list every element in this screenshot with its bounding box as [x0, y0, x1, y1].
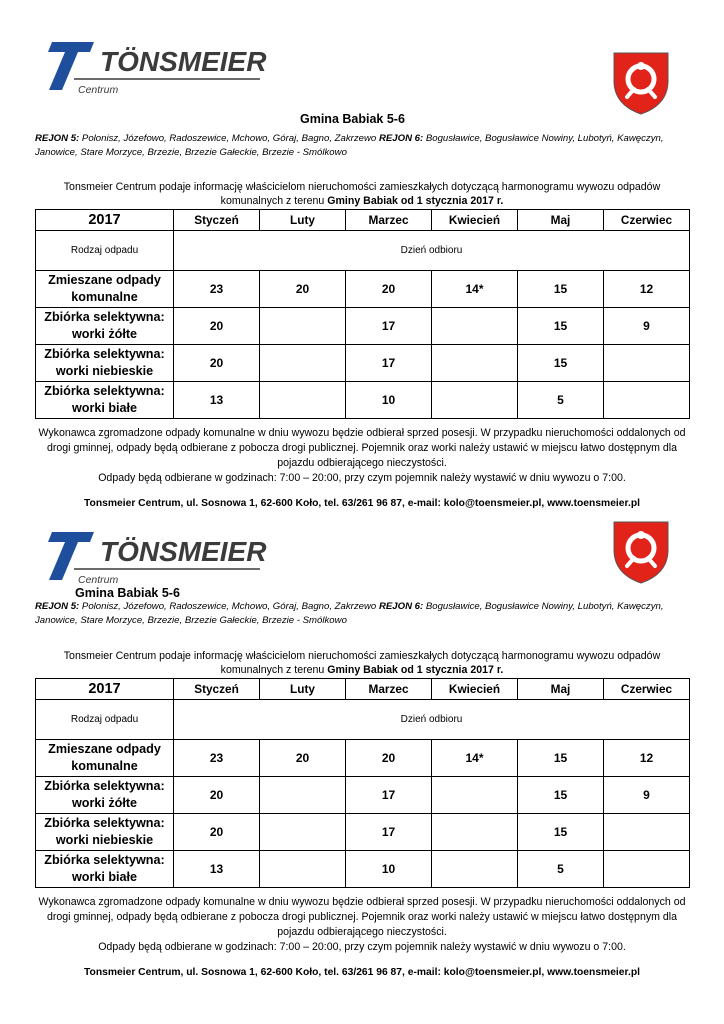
region-6-list: Bogusławice, Bogusławice Nowiny, Lubotyń, Kawęczyn, Janowice, Stare Morzyce, Brzezie, Brzezie Gałeckie, Brzezie - Smólkowo: [35, 601, 664, 626]
coat-of-arms-icon: [612, 520, 670, 584]
year-cell: 2017: [36, 679, 174, 700]
schedule-table: [35, 209, 690, 419]
region-6-label: REJON 6:: [378, 601, 424, 612]
contact-footer: Tonsmeier Centrum, ul. Sosnowa 1, 62-600 Koło, tel. 63/261 96 87, e-mail: kolo@toensmeier.pl, www.toensmeier.pl: [84, 967, 640, 978]
svg-text:TÖNSMEIER: TÖNSMEIER: [100, 46, 267, 77]
table-row: [36, 271, 690, 308]
day-cell: 12: [604, 740, 690, 777]
day-cell: 23: [174, 271, 260, 308]
collection-notes: [35, 426, 689, 486]
day-cell: 20: [174, 308, 260, 345]
day-cell: 20: [174, 345, 260, 382]
day-cell: 17: [346, 308, 432, 345]
region-5-label: REJON 5:: [35, 133, 80, 144]
day-cell: 12: [604, 271, 690, 308]
table-row: [36, 382, 690, 419]
day-cell: 17: [346, 345, 432, 382]
table-row: [36, 851, 690, 888]
day-cell: [604, 851, 690, 888]
day-cell: 20: [174, 777, 260, 814]
day-cell: 15: [518, 345, 604, 382]
intro-bold: Gminy Babiak od 1 stycznia 2017 r.: [327, 195, 504, 207]
month-header: Marzec: [346, 679, 432, 700]
page-title: Gmina Babiak 5-6: [300, 112, 405, 126]
table-row: [36, 345, 690, 382]
day-cell: [260, 777, 346, 814]
region-5-label: REJON 5:: [35, 601, 80, 612]
day-cell: [432, 814, 518, 851]
waste-type-header: Rodzaj odpadu: [36, 700, 174, 740]
day-cell: [260, 851, 346, 888]
pickup-day-header: Dzień odbioru: [174, 231, 690, 271]
region-6-list: Bogusławice, Bogusławice Nowiny, Lubotyń, Kawęczyn, Janowice, Stare Morzyce, Brzezie, Brzezie Gałeckie, Brzezie - Smólkowo: [35, 133, 664, 158]
notes-paragraph: Wykonawca zgromadzone odpady komunalne w dniu wywozu będzie odbierał sprzed posesji. W przypadku nieruchomości oddalonych od drogi gminnej, odpady będą odbierane z pobocza drogi publicznej. Pojemnik oraz worki należy ustawić w miejscu łatwo dostępnym dla pojazdu odbierającego nieczystości.: [38, 896, 686, 938]
page-title: Gmina Babiak 5-6: [75, 586, 180, 600]
svg-text:Centrum: Centrum: [78, 574, 119, 586]
day-cell: [432, 308, 518, 345]
day-cell: 14*: [432, 740, 518, 777]
table-row: [36, 308, 690, 345]
day-cell: 15: [518, 777, 604, 814]
day-cell: 13: [174, 851, 260, 888]
notes-hours: Odpady będą odbierane w godzinach: 7:00 – 20:00, przy czym pojemnik należy wystawić w dniu wywozu o 7:00.: [98, 941, 626, 953]
month-header: Czerwiec: [604, 679, 690, 700]
day-cell: 15: [518, 814, 604, 851]
waste-type-cell: Zbiórka selektywna: worki żółte: [36, 777, 174, 814]
collection-notes: [35, 895, 689, 955]
day-cell: [260, 308, 346, 345]
day-cell: 10: [346, 382, 432, 419]
day-cell: [260, 814, 346, 851]
day-cell: [260, 382, 346, 419]
day-cell: [260, 345, 346, 382]
day-cell: 15: [518, 740, 604, 777]
day-cell: [604, 814, 690, 851]
notes-paragraph: Wykonawca zgromadzone odpady komunalne w dniu wywozu będzie odbierał sprzed posesji. W przypadku nieruchomości oddalonych od drogi gminnej, odpady będą odbierane z pobocza drogi publicznej. Pojemnik oraz worki należy ustawić w miejscu łatwo dostępnym dla pojazdu odbierającego nieczystości.: [38, 427, 686, 469]
table-row: [36, 814, 690, 851]
schedule-section-2: [0, 512, 724, 1024]
day-cell: 9: [604, 308, 690, 345]
waste-type-cell: Zbiórka selektywna: worki żółte: [36, 308, 174, 345]
month-header: Kwiecień: [432, 679, 518, 700]
notes-hours: Odpady będą odbierane w godzinach: 7:00 – 20:00, przy czym pojemnik należy wystawić w dniu wywozu o 7:00.: [98, 472, 626, 484]
day-cell: 20: [260, 740, 346, 777]
month-header: Marzec: [346, 210, 432, 231]
day-cell: 10: [346, 851, 432, 888]
day-cell: [604, 345, 690, 382]
intro-text: [35, 180, 689, 208]
day-cell: 15: [518, 308, 604, 345]
waste-type-cell: Zbiórka selektywna: worki niebieskie: [36, 345, 174, 382]
day-cell: 9: [604, 777, 690, 814]
waste-type-cell: Zmieszane odpady komunalne: [36, 271, 174, 308]
toensmeier-logo: [38, 528, 268, 588]
day-cell: 17: [346, 777, 432, 814]
waste-type-header: Rodzaj odpadu: [36, 231, 174, 271]
region-5-list: Polonisz, Józefowo, Radoszewice, Mchowo, Góraj, Bagno, Zakrzewo: [79, 601, 379, 612]
month-header: Maj: [518, 679, 604, 700]
table-subheader-row: [36, 700, 690, 740]
month-header: Luty: [260, 210, 346, 231]
month-header: Luty: [260, 679, 346, 700]
waste-type-cell: Zbiórka selektywna: worki niebieskie: [36, 814, 174, 851]
region-6-label: REJON 6:: [378, 133, 424, 144]
table-header-row: [36, 210, 690, 231]
pickup-day-header: Dzień odbioru: [174, 700, 690, 740]
coat-of-arms-icon: [612, 51, 670, 115]
day-cell: 5: [518, 382, 604, 419]
table-subheader-row: [36, 231, 690, 271]
day-cell: 20: [260, 271, 346, 308]
day-cell: [432, 777, 518, 814]
day-cell: [432, 382, 518, 419]
day-cell: [432, 345, 518, 382]
regions-text: [35, 132, 685, 160]
month-header: Czerwiec: [604, 210, 690, 231]
table-header-row: [36, 679, 690, 700]
table-row: [36, 777, 690, 814]
month-header: Kwiecień: [432, 210, 518, 231]
day-cell: 20: [346, 740, 432, 777]
regions-text: [35, 600, 685, 628]
year-cell: 2017: [36, 210, 174, 231]
month-header: Styczeń: [174, 679, 260, 700]
table-row: [36, 740, 690, 777]
svg-text:TÖNSMEIER: TÖNSMEIER: [100, 536, 267, 567]
day-cell: 14*: [432, 271, 518, 308]
toensmeier-logo: [38, 38, 268, 98]
waste-type-cell: Zmieszane odpady komunalne: [36, 740, 174, 777]
intro-bold: Gminy Babiak od 1 stycznia 2017 r.: [327, 664, 504, 676]
day-cell: 17: [346, 814, 432, 851]
day-cell: 5: [518, 851, 604, 888]
day-cell: [432, 851, 518, 888]
intro-body: Tonsmeier Centrum podaje informację właścicielom nieruchomości zamieszkałych dotyczącą harmonogramu wywozu odpadów komunalnych z terenu: [63, 181, 661, 207]
day-cell: [604, 382, 690, 419]
svg-text:Centrum: Centrum: [78, 84, 119, 96]
intro-body: Tonsmeier Centrum podaje informację właścicielom nieruchomości zamieszkałych dotyczącą harmonogramu wywozu odpadów komunalnych z terenu: [63, 650, 661, 676]
day-cell: 13: [174, 382, 260, 419]
month-header: Maj: [518, 210, 604, 231]
day-cell: 23: [174, 740, 260, 777]
waste-type-cell: Zbiórka selektywna: worki białe: [36, 851, 174, 888]
month-header: Styczeń: [174, 210, 260, 231]
schedule-table: [35, 678, 690, 888]
waste-type-cell: Zbiórka selektywna: worki białe: [36, 382, 174, 419]
day-cell: 20: [346, 271, 432, 308]
day-cell: 15: [518, 271, 604, 308]
region-5-list: Polonisz, Józefowo, Radoszewice, Mchowo, Góraj, Bagno, Zakrzewo: [79, 133, 379, 144]
contact-footer: Tonsmeier Centrum, ul. Sosnowa 1, 62-600 Koło, tel. 63/261 96 87, e-mail: kolo@toensmeier.pl, www.toensmeier.pl: [84, 498, 640, 509]
intro-text: [35, 649, 689, 677]
day-cell: 20: [174, 814, 260, 851]
